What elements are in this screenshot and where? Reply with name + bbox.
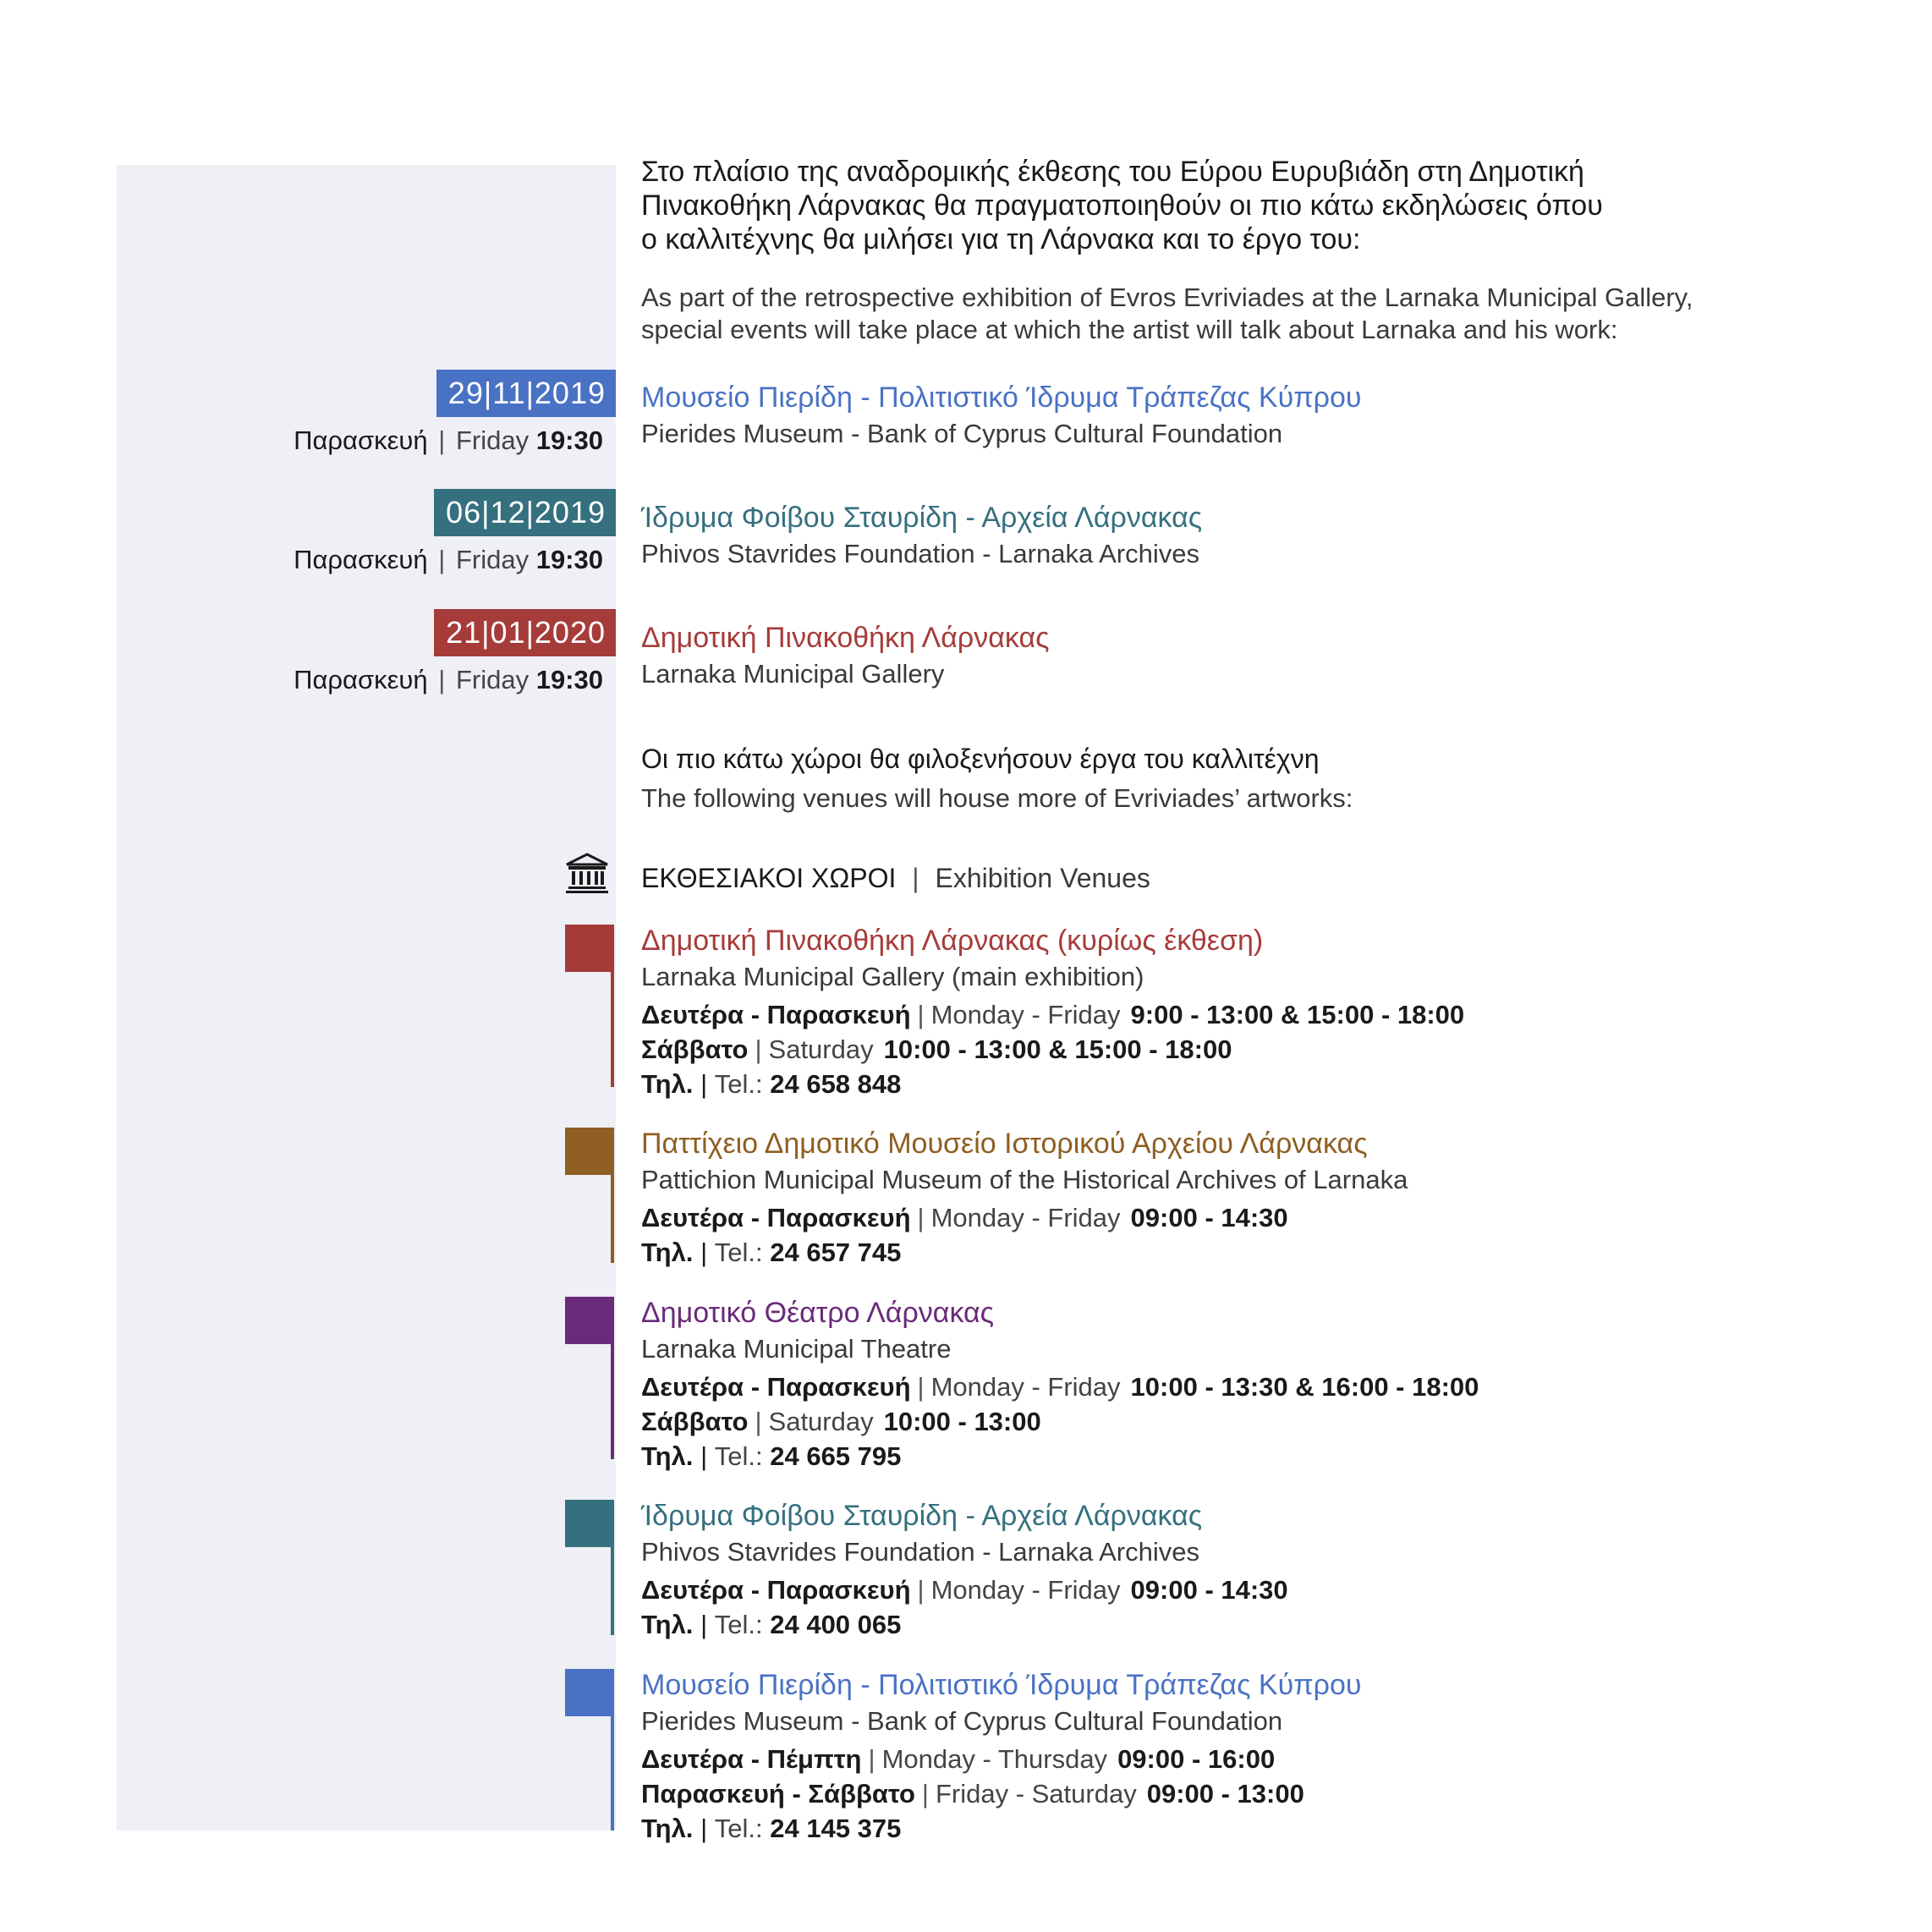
venues-intro-greek: Οι πιο κάτω χώροι θα φιλοξενήσουν έργα του καλλιτέχνη [641, 744, 1320, 774]
separator: | [438, 425, 446, 455]
hours-day-english: Saturday [768, 1407, 874, 1436]
hours-day-greek: Δευτέρα - Πέμπτη [641, 1744, 862, 1774]
venue-hours-row [641, 1201, 1288, 1235]
venue-title-english: Larnaka Municipal Gallery (main exhibition) [641, 962, 1144, 991]
venue-title-english: Pattichion Municipal Museum of the Historical Archives of Larnaka [641, 1165, 1408, 1194]
tel-label-greek: Τηλ. [641, 1814, 694, 1843]
intro-greek-line: Πινακοθήκη Λάρνακας θα πραγματοποιηθούν οι πιο κάτω εκδηλώσεις όπου [641, 189, 1603, 222]
venue-telephone [641, 1812, 901, 1846]
venue-telephone [641, 1608, 901, 1642]
separator: | [755, 1407, 762, 1436]
venue-color-line [611, 1297, 614, 1459]
venue-title-greek: Δημοτικό Θέατρο Λάρνακας [641, 1297, 995, 1329]
event-day-time [294, 545, 603, 575]
intro-english-line: As part of the retrospective exhibition of Evros Evriviades at the Larnaka Municipal Gallery, [641, 283, 1693, 312]
tel-label-greek: Τηλ. [641, 1441, 694, 1471]
venues-header-english: Exhibition Venues [935, 863, 1150, 893]
event-venue-english: Phivos Stavrides Foundation - Larnaka Archives [641, 539, 1199, 568]
event-time: 19:30 [535, 425, 603, 455]
separator: | [700, 1441, 708, 1471]
event-venue-greek: Ίδρυμα Φοίβου Σταυρίδη - Αρχεία Λάρνακας [641, 502, 1203, 534]
venue-title-greek: Δημοτική Πινακοθήκη Λάρνακας (κυρίως έκθεση) [641, 925, 1264, 957]
tel-label-english: Tel.: [714, 1069, 763, 1099]
tel-number: 24 145 375 [770, 1814, 902, 1843]
hours-day-greek: Δευτέρα - Παρασκευή [641, 1575, 911, 1605]
venue-telephone [641, 1236, 901, 1270]
separator: | [912, 863, 919, 893]
venue-hours-row [641, 1405, 1041, 1439]
venue-title-greek: Μουσείο Πιερίδη - Πολιτιστικό Ίδρυμα Τράπεζας Κύπρου [641, 1669, 1362, 1701]
venue-hours-row [641, 1033, 1232, 1067]
venue-telephone [641, 1440, 901, 1474]
hours-day-greek: Δευτέρα - Παρασκευή [641, 1372, 911, 1402]
venue-color-line [611, 1128, 614, 1263]
venues-intro-english: The following venues will house more of Evriviades’ artworks: [641, 783, 1353, 813]
venue-title-english: Pierides Museum - Bank of Cyprus Cultural Foundation [641, 1706, 1283, 1736]
tel-number: 24 665 795 [770, 1441, 902, 1471]
venue-telephone [641, 1068, 901, 1101]
venue-color-line [611, 1500, 614, 1635]
intro-english [641, 282, 1693, 346]
hours-time: 09:00 - 13:00 [1146, 1779, 1304, 1809]
hours-time: 09:00 - 14:30 [1130, 1203, 1288, 1232]
venue-color-line [611, 1669, 614, 1830]
separator: | [917, 1575, 925, 1605]
tel-number: 24 400 065 [770, 1610, 902, 1639]
venue-hours-row [641, 1777, 1304, 1811]
event-venue-english: Larnaka Municipal Gallery [641, 659, 945, 689]
separator: | [917, 1203, 925, 1232]
event-venue-greek: Μουσείο Πιερίδη - Πολιτιστικό Ίδρυμα Τράπεζας Κύπρου [641, 381, 1362, 414]
event-day-time [294, 425, 603, 456]
venues-header [641, 861, 1150, 895]
tel-label-english: Tel.: [714, 1814, 763, 1843]
separator: | [700, 1814, 708, 1843]
separator: | [921, 1779, 929, 1809]
event-day-greek: Παρασκευή [294, 665, 428, 694]
event-day-english: Friday [455, 425, 530, 455]
hours-day-english: Monday - Friday [930, 1372, 1121, 1402]
tel-label-english: Tel.: [714, 1610, 763, 1639]
event-day-greek: Παρασκευή [294, 545, 428, 574]
event-date-accent [609, 489, 614, 536]
hours-day-greek: Σάββατο [641, 1407, 749, 1436]
event-date-accent [609, 370, 614, 417]
hours-day-english: Monday - Thursday [881, 1744, 1108, 1774]
event-venue-greek: Δημοτική Πινακοθήκη Λάρνακας [641, 622, 1050, 654]
tel-label-english: Tel.: [714, 1441, 763, 1471]
hours-day-greek: Δευτέρα - Παρασκευή [641, 1000, 911, 1029]
separator: | [438, 665, 446, 694]
intro-greek-line: ο καλλιτέχνης θα μιλήσει για τη Λάρνακα και το έργο του: [641, 223, 1361, 255]
venue-hours-row [641, 998, 1464, 1032]
venue-title-greek: Ίδρυμα Φοίβου Σταυρίδη - Αρχεία Λάρνακας [641, 1500, 1203, 1532]
venues-header-greek: ΕΚΘΕΣΙΑΚΟΙ ΧΩΡΟΙ [641, 863, 897, 893]
separator: | [700, 1238, 708, 1267]
venue-hours-row [641, 1370, 1479, 1404]
venue-color-marker [565, 1669, 614, 1716]
venue-color-marker [565, 1500, 614, 1547]
tel-number: 24 657 745 [770, 1238, 902, 1267]
museum-icon [565, 853, 609, 893]
venue-hours-row [641, 1573, 1288, 1607]
venue-color-line [611, 925, 614, 1087]
event-date-badge: 29|11|2019 [436, 370, 616, 417]
hours-time: 10:00 - 13:00 & 15:00 - 18:00 [883, 1035, 1232, 1064]
intro-english-line: special events will take place at which the artist will talk about Larnaka and his work: [641, 315, 1618, 344]
hours-day-english: Monday - Friday [930, 1000, 1121, 1029]
event-date-accent [609, 609, 614, 656]
event-time: 19:30 [535, 665, 603, 694]
hours-day-english: Saturday [768, 1035, 874, 1064]
event-day-time [294, 665, 603, 695]
event-day-greek: Παρασκευή [294, 425, 428, 455]
separator: | [868, 1744, 875, 1774]
event-day-english: Friday [455, 665, 530, 694]
event-date-badge: 21|01|2020 [434, 609, 616, 656]
hours-day-english: Friday - Saturday [935, 1779, 1137, 1809]
hours-day-greek: Δευτέρα - Παρασκευή [641, 1203, 911, 1232]
hours-time: 10:00 - 13:30 & 16:00 - 18:00 [1130, 1372, 1479, 1402]
venue-color-marker [565, 1128, 614, 1175]
venue-title-english: Larnaka Municipal Theatre [641, 1334, 952, 1364]
separator: | [917, 1372, 925, 1402]
tel-label-greek: Τηλ. [641, 1610, 694, 1639]
separator: | [700, 1069, 708, 1099]
separator: | [755, 1035, 762, 1064]
separator: | [700, 1610, 708, 1639]
event-venue-english: Pierides Museum - Bank of Cyprus Cultural Foundation [641, 419, 1283, 448]
hours-time: 10:00 - 13:00 [883, 1407, 1041, 1436]
tel-label-greek: Τηλ. [641, 1069, 694, 1099]
intro-greek-line: Στο πλαίσιο της αναδρομικής έκθεσης του Εύρου Ευρυβιάδη στη Δημοτική [641, 156, 1584, 188]
event-date-badge: 06|12|2019 [434, 489, 616, 536]
separator: | [438, 545, 446, 574]
hours-time: 9:00 - 13:00 & 15:00 - 18:00 [1130, 1000, 1465, 1029]
event-day-english: Friday [455, 545, 530, 574]
tel-label-english: Tel.: [714, 1238, 763, 1267]
venue-color-marker [565, 1297, 614, 1344]
venue-title-greek: Παττίχειο Δημοτικό Μουσείο Ιστορικού Αρχείου Λάρνακας [641, 1128, 1368, 1160]
event-time: 19:30 [535, 545, 603, 574]
tel-number: 24 658 848 [770, 1069, 902, 1099]
venue-title-english: Phivos Stavrides Foundation - Larnaka Archives [641, 1537, 1199, 1567]
hours-time: 09:00 - 14:30 [1130, 1575, 1288, 1605]
hours-day-greek: Παρασκευή - Σάββατο [641, 1779, 915, 1809]
hours-day-english: Monday - Friday [930, 1575, 1121, 1605]
hours-day-greek: Σάββατο [641, 1035, 749, 1064]
venue-color-marker [565, 925, 614, 972]
separator: | [917, 1000, 925, 1029]
intro-greek [641, 155, 1603, 256]
hours-time: 09:00 - 16:00 [1117, 1744, 1276, 1774]
tel-label-greek: Τηλ. [641, 1238, 694, 1267]
hours-day-english: Monday - Friday [930, 1203, 1121, 1232]
venue-hours-row [641, 1743, 1275, 1776]
